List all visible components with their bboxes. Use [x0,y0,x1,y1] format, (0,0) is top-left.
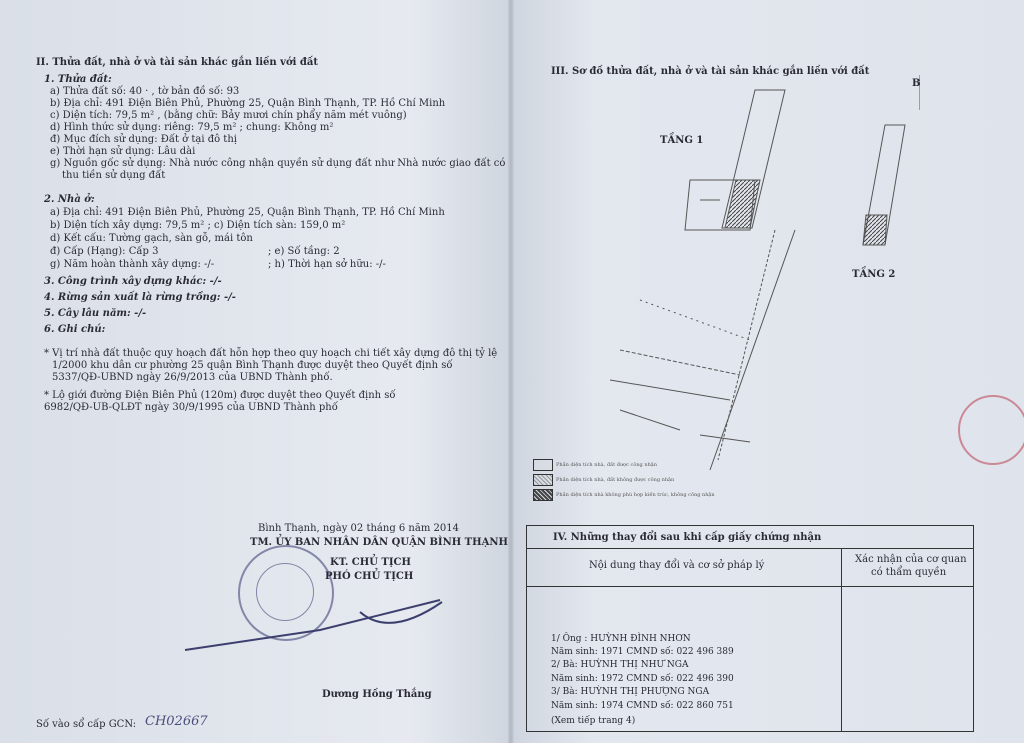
change-row: 3/ Bà: HUỲNH THỊ PHƯỢNG NGA [551,687,710,697]
legend-swatch-nonconforming [533,489,553,501]
section-ii-title: II. Thửa đất, nhà ở và tài sản khác gắn liền với đất [36,57,319,68]
change-row: Năm sinh: 1974 CMND số: 022 860 751 [551,701,734,711]
change-row: 2/ Bà: HUỲNH THỊ NHƯ NGA [551,660,689,670]
land-term: e) Thời hạn sử dụng: Lâu dài [50,146,196,157]
house-structure: d) Kết cấu: Tường gạch, sàn gỗ, mái tôn [50,233,253,244]
signature-org: TM. ỦY BAN NHÂN DÂN QUẬN BÌNH THẠNH [250,537,508,548]
change-row: Năm sinh: 1971 CMND số: 022 496 389 [551,647,734,657]
note-line: * Lộ giới đường Điện Biên Phủ (120m) được duyệt theo Quyết định số [44,390,396,401]
land-heading: 1. Thửa đất: [44,74,112,85]
legend-recognized: Phần diện tích nhà, đất được công nhận [556,462,657,468]
change-row: (Xem tiếp trang 4) [551,716,636,726]
column-content: Nội dung thay đổi và cơ sở pháp lý [589,560,765,571]
page-fold [508,0,514,743]
house-grade: đ) Cấp (Hạng): Cấp 3 [50,246,159,257]
changes-table-header [527,526,973,549]
planted-forest: 4. Rừng sản xuất là rừng trồng: -/- [44,292,236,303]
change-row: Năm sinh: 1972 CMND số: 022 496 390 [551,674,734,684]
column-confirmation: Xác nhận của cơ quan [855,554,967,565]
house-address: a) Địa chỉ: 491 Điện Biên Phủ, Phường 25, Quận Bình Thạnh, TP. Hồ Chí Minh [50,207,445,218]
signature-kt: KT. CHỦ TỊCH [330,557,411,568]
floor-1-label: TẦNG 1 [660,135,704,146]
section-iii-title: III. Sơ đồ thửa đất, nhà ở và tài sản khác gắn liền với đất [551,66,870,77]
changes-table [526,525,974,732]
land-address: b) Địa chỉ: 491 Điện Biên Phủ, Phường 25, Quận Bình Thạnh, TP. Hồ Chí Minh [50,98,446,109]
registry-label: Số vào sổ cấp GCN: [36,719,137,730]
red-stamp [958,395,1024,465]
signer-name: Dương Hồng Thắng [322,689,432,700]
land-parcel-number: a) Thửa đất số: 40 · , tờ bản đồ số: 93 [50,86,240,97]
note-line: 1/2000 khu dân cư phường 25 quận Bình Thạnh được duyệt theo Quyết định số [52,360,453,371]
floor-2-label: TẦNG 2 [852,269,896,280]
legend-swatch-unrecognized [533,474,553,486]
change-row: 1/ Ông : HUỲNH ĐÌNH NHƠN [551,634,691,644]
house-completion-year: g) Năm hoàn thành xây dựng: -/- [50,259,215,270]
land-origin-cont: thu tiền sử dụng đất [62,170,166,181]
legend-unrecognized: Phần diện tích nhà, đất không được công nhận [556,477,675,483]
note-line: 6982/QĐ-UB-QLĐT ngày 30/9/1995 của UBND Thành phố [44,402,338,413]
signature-role: PHÓ CHỦ TỊCH [325,571,414,582]
note-line: 5337/QĐ-UBND ngày 26/9/2013 của UBND Thành phố. [52,372,333,383]
legend-swatch-recognized [533,459,553,471]
house-heading: 2. Nhà ở: [44,194,95,205]
handwritten-signature [180,590,460,660]
house-floors: ; e) Số tầng: 2 [268,246,340,257]
house-area: b) Diện tích xây dựng: 79,5 m² ; c) Diện tích sàn: 159,0 m² [50,220,346,231]
note-line: * Vị trí nhà đất thuộc quy hoạch đất hỗn hợp theo quy hoạch chi tiết xây dựng đô thị tỷ lệ [44,348,498,359]
registry-number: CH02667 [145,714,208,729]
signature-date: Bình Thạnh, ngày 02 tháng 6 năm 2014 [258,523,459,534]
notes-heading: 6. Ghi chú: [44,324,106,335]
changes-column-headers [527,548,973,587]
land-purpose: đ) Mục đích sử dụng: Đất ở tại đô thị [50,134,237,145]
column-divider [841,548,842,731]
north-marker: B [912,78,921,89]
legend-nonconforming: Phần diện tích nhà không phù hợp kiến trúc, không công nhận [556,492,715,498]
perennial-trees: 5. Cây lâu năm: -/- [44,308,147,319]
house-ownership-term: ; h) Thời hạn sở hữu: -/- [268,259,386,270]
changes-title: IV. Những thay đổi sau khi cấp giấy chứng nhận [553,532,822,543]
land-area: c) Diện tích: 79,5 m² , (bằng chữ: Bảy mươi chín phẩy năm mét vuông) [50,110,407,121]
column-confirmation-cont: có thẩm quyền [871,567,947,578]
land-usage-form: d) Hình thức sử dụng: riêng: 79,5 m² ; chung: Không m² [50,122,334,133]
land-origin: g) Nguồn gốc sử dụng: Nhà nước công nhận quyền sử dụng đất như Nhà nước giao đất có [50,158,506,169]
other-construction: 3. Công trình xây dựng khác: -/- [44,276,222,287]
